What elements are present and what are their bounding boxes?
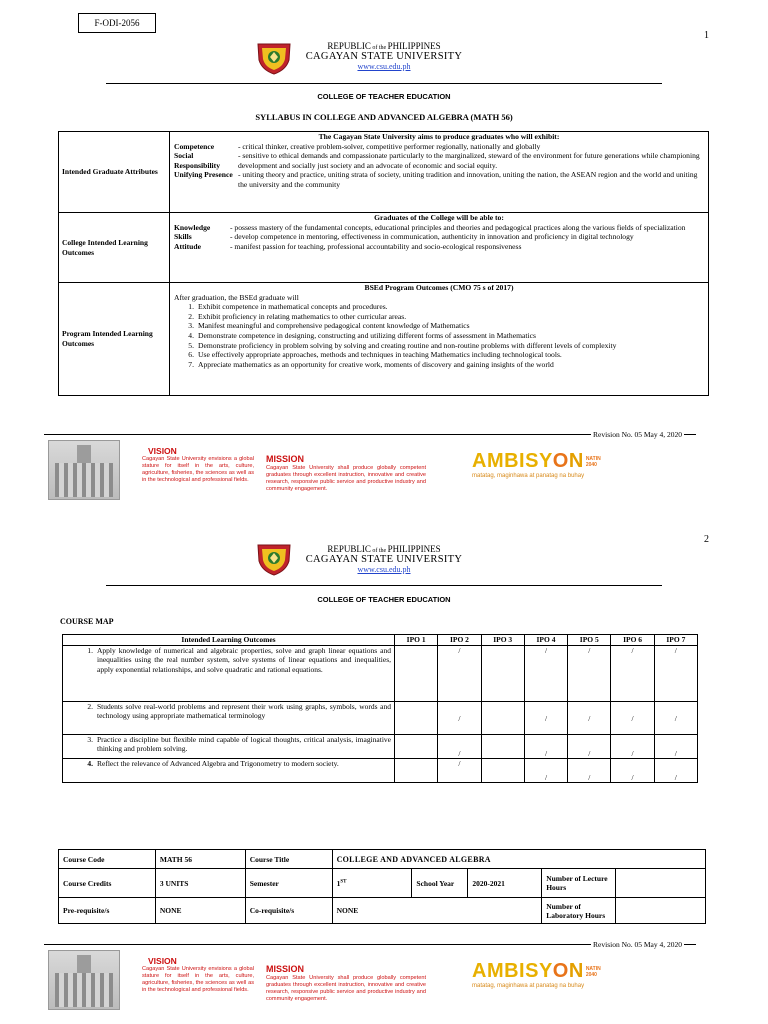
list-item: 1. Exhibit competence in mathematical concepts and procedures. (188, 302, 388, 312)
table-row: 3. Practice a discipline but flexible mind capable of logical thoughts, critical analysis, imaginative thinking and problem solving. / / / / / (63, 735, 698, 759)
iga-label: Intended Graduate Attributes (59, 132, 170, 212)
ambisyon-wordmark: AMBISYON (472, 960, 584, 982)
vision-title: VISION (148, 956, 177, 966)
pilo-row (59, 282, 708, 395)
lab-hours (616, 898, 706, 924)
cilo-label: College Intended Learning Outcomes (59, 213, 170, 282)
ambisyon-logo (472, 450, 601, 479)
revision-note: Revision No. 05 May 4, 2020 (593, 430, 682, 439)
outcomes-table (58, 131, 709, 396)
vision-text: Cagayan State University envisions a global stature for itself in the arts, culture, agriculture, fisheries, the sciences as well as in the technological and professional fields. (142, 966, 254, 993)
table-row: 1. Apply knowledge of numerical and algebraic properties, solve and graph linear equations and inequalities using the real number system, solve systems of linear equations and inequalities, apply exponential relationships, and solve quadratic and rational equations. / / / / / (63, 646, 698, 702)
table-row (59, 898, 706, 924)
college-name: COLLEGE OF TEACHER EDUCATION (317, 92, 451, 101)
pilo-label: Program Intended Learning Outcomes (59, 283, 170, 395)
lab-hours-label: Number of Laboratory Hours (542, 898, 616, 924)
header-rule (106, 585, 662, 586)
semester-label: Semester (245, 869, 332, 898)
course-code-label: Course Code (59, 850, 156, 869)
mission-title: MISSION (266, 964, 305, 974)
pilo-list (174, 302, 704, 369)
course-map-title: COURSE MAP (60, 617, 114, 626)
mission-text: Cagayan State University shall produce globally competent graduates through excellent instruction, innovative and creative research, responsive public service and productive industry and community engagement. (266, 975, 426, 1002)
ambisyon-tagline: matatag, maginhawa at panatag na buhay (472, 473, 585, 479)
university-name: CAGAYAN STATE UNIVERSITY (305, 51, 463, 62)
coreq-label: Co-requisite/s (245, 898, 332, 924)
list-item: 3. Manifest meaningful and comprehensive pedagogical content knowledge of Mathematics (188, 321, 470, 331)
university-header (254, 544, 514, 574)
university-header (254, 41, 514, 71)
course-code: MATH 56 (155, 850, 245, 869)
pilo-header: BSEd Program Outcomes (CMO 75 s of 2017) (364, 283, 514, 292)
cilo-row (59, 212, 708, 282)
page-number: 2 (704, 534, 709, 545)
republic-line: REPUBLIC of the PHILIPPINES (327, 544, 441, 554)
page-footer (44, 430, 696, 504)
lecture-hours (616, 869, 706, 898)
iga-content (170, 132, 708, 212)
campus-building-image (48, 440, 120, 500)
iga-item: Competence - critical thinker, creative problem-solver, competitive performer regionally, nationally and globally (174, 141, 541, 151)
iga-row (59, 132, 708, 212)
ambisyon-logo (472, 960, 601, 989)
page-number: 1 (704, 30, 709, 41)
page-footer (44, 940, 696, 1014)
vision-text: Cagayan State University envisions a global stature for itself in the arts, culture, agriculture, fisheries, the sciences as well as in the technological and professional fields. (142, 456, 254, 483)
cilo-item: Skills - develop competence in mentoring, effectiveness in communication, authenticity in innovation and proficiency in digital technology (174, 232, 634, 242)
pilo-intro: After graduation, the BSEd graduate will (174, 292, 299, 302)
republic-line: REPUBLIC of the PHILIPPINES (327, 41, 441, 51)
header-rule (106, 83, 662, 84)
vision-title: VISION (148, 446, 177, 456)
list-item: 5. Demonstrate proficiency in problem solving by solving and creating routine and non-routine problems with different levels of complexity (188, 340, 617, 350)
cilo-item: Attitude - manifest passion for teaching, professional accountability and socio-ecological responsiveness (174, 241, 522, 251)
mission-title: MISSION (266, 454, 305, 464)
mission-text: Cagayan State University shall produce globally competent graduates through excellent instruction, innovative and creative research, responsive public service and productive industry and community engagement. (266, 465, 426, 492)
college-name: COLLEGE OF TEACHER EDUCATION (317, 595, 451, 604)
course-map-table (62, 634, 698, 783)
cilo-content (170, 213, 708, 282)
natin-2040-mark: NATIN 2040 (585, 966, 601, 978)
form-code: F-ODI-2056 (78, 13, 156, 33)
list-item: 7. Appreciate mathematics as an opportunity for creative work, moments of discovery and gaining insights of the world (188, 359, 554, 369)
semester: 1ST (332, 869, 412, 898)
school-year-label: School Year (412, 869, 468, 898)
credits: 3 UNITS (155, 869, 245, 898)
course-title-label: Course Title (245, 850, 332, 869)
school-year: 2020-2021 (468, 869, 542, 898)
course-map-header: Intended Learning Outcomes IPO 1 IPO 2 IPO 3 IPO 4 IPO 5 IPO 6 IPO 7 (63, 635, 698, 646)
list-item: 4. Demonstrate competence in designing, constructing and utilizing different forms of assessment in Mathematics (188, 330, 536, 340)
credits-label: Course Credits (59, 869, 156, 898)
syllabus-title: SYLLABUS IN COLLEGE AND ADVANCED ALGEBRA (MATH 56) (255, 112, 513, 122)
table-row: 4. Reflect the relevance of Advanced Algebra and Trigonometry to modern society. / / / / / (63, 759, 698, 783)
table-row: 2. Students solve real-world problems and represent their work using graphs, symbols, words and technology using appropriate mathematical terminology / / / / / (63, 702, 698, 735)
campus-building-image (48, 950, 120, 1010)
university-website-link[interactable]: www.csu.edu.ph (357, 565, 411, 574)
lecture-hours-label: Number of Lecture Hours (542, 869, 616, 898)
cilo-header: Graduates of the College will be able to: (374, 213, 504, 222)
natin-2040-mark: NATIN 2040 (585, 456, 601, 468)
university-name: CAGAYAN STATE UNIVERSITY (305, 554, 463, 565)
revision-note: Revision No. 05 May 4, 2020 (593, 940, 682, 949)
iga-header: The Cagayan State University aims to produce graduates who will exhibit: (318, 132, 560, 141)
university-website-link[interactable]: www.csu.edu.ph (357, 62, 411, 71)
list-item: 2. Exhibit proficiency in relating mathematics to other curricular areas. (188, 311, 407, 321)
pilo-content (170, 283, 708, 395)
prereq: NONE (155, 898, 245, 924)
list-item: 6. Use effectively appropriate approaches, methods and techniques in teaching Mathematics including technological tools. (188, 350, 562, 360)
iga-item: Unifying Presence - uniting theory and practice, uniting strata of society, uniting tradition and innovation, uniting the nation, the ASEAN region and the world and uniting the university and the community (174, 170, 698, 189)
cilo-item: Knowledge - possess mastery of the fundamental concepts, educational principles and theories and pedagogical practices along the various fields of specialization (174, 222, 686, 232)
prereq-label: Pre-requisite/s (59, 898, 156, 924)
course-info-table (58, 849, 706, 924)
table-row (59, 869, 706, 898)
coreq: NONE (332, 898, 542, 924)
ambisyon-wordmark: AMBISYON (472, 450, 584, 472)
ambisyon-tagline: matatag, maginhawa at panatag na buhay (472, 983, 585, 989)
table-row (59, 850, 706, 869)
course-title: COLLEGE AND ADVANCED ALGEBRA (332, 850, 705, 869)
iga-item: Social Responsibility - sensitive to ethical demands and compassionate particularly to the marginalized, steward of the environment for future generations while championing development and socially just society and an advocate of economic and social equity. (174, 151, 700, 170)
